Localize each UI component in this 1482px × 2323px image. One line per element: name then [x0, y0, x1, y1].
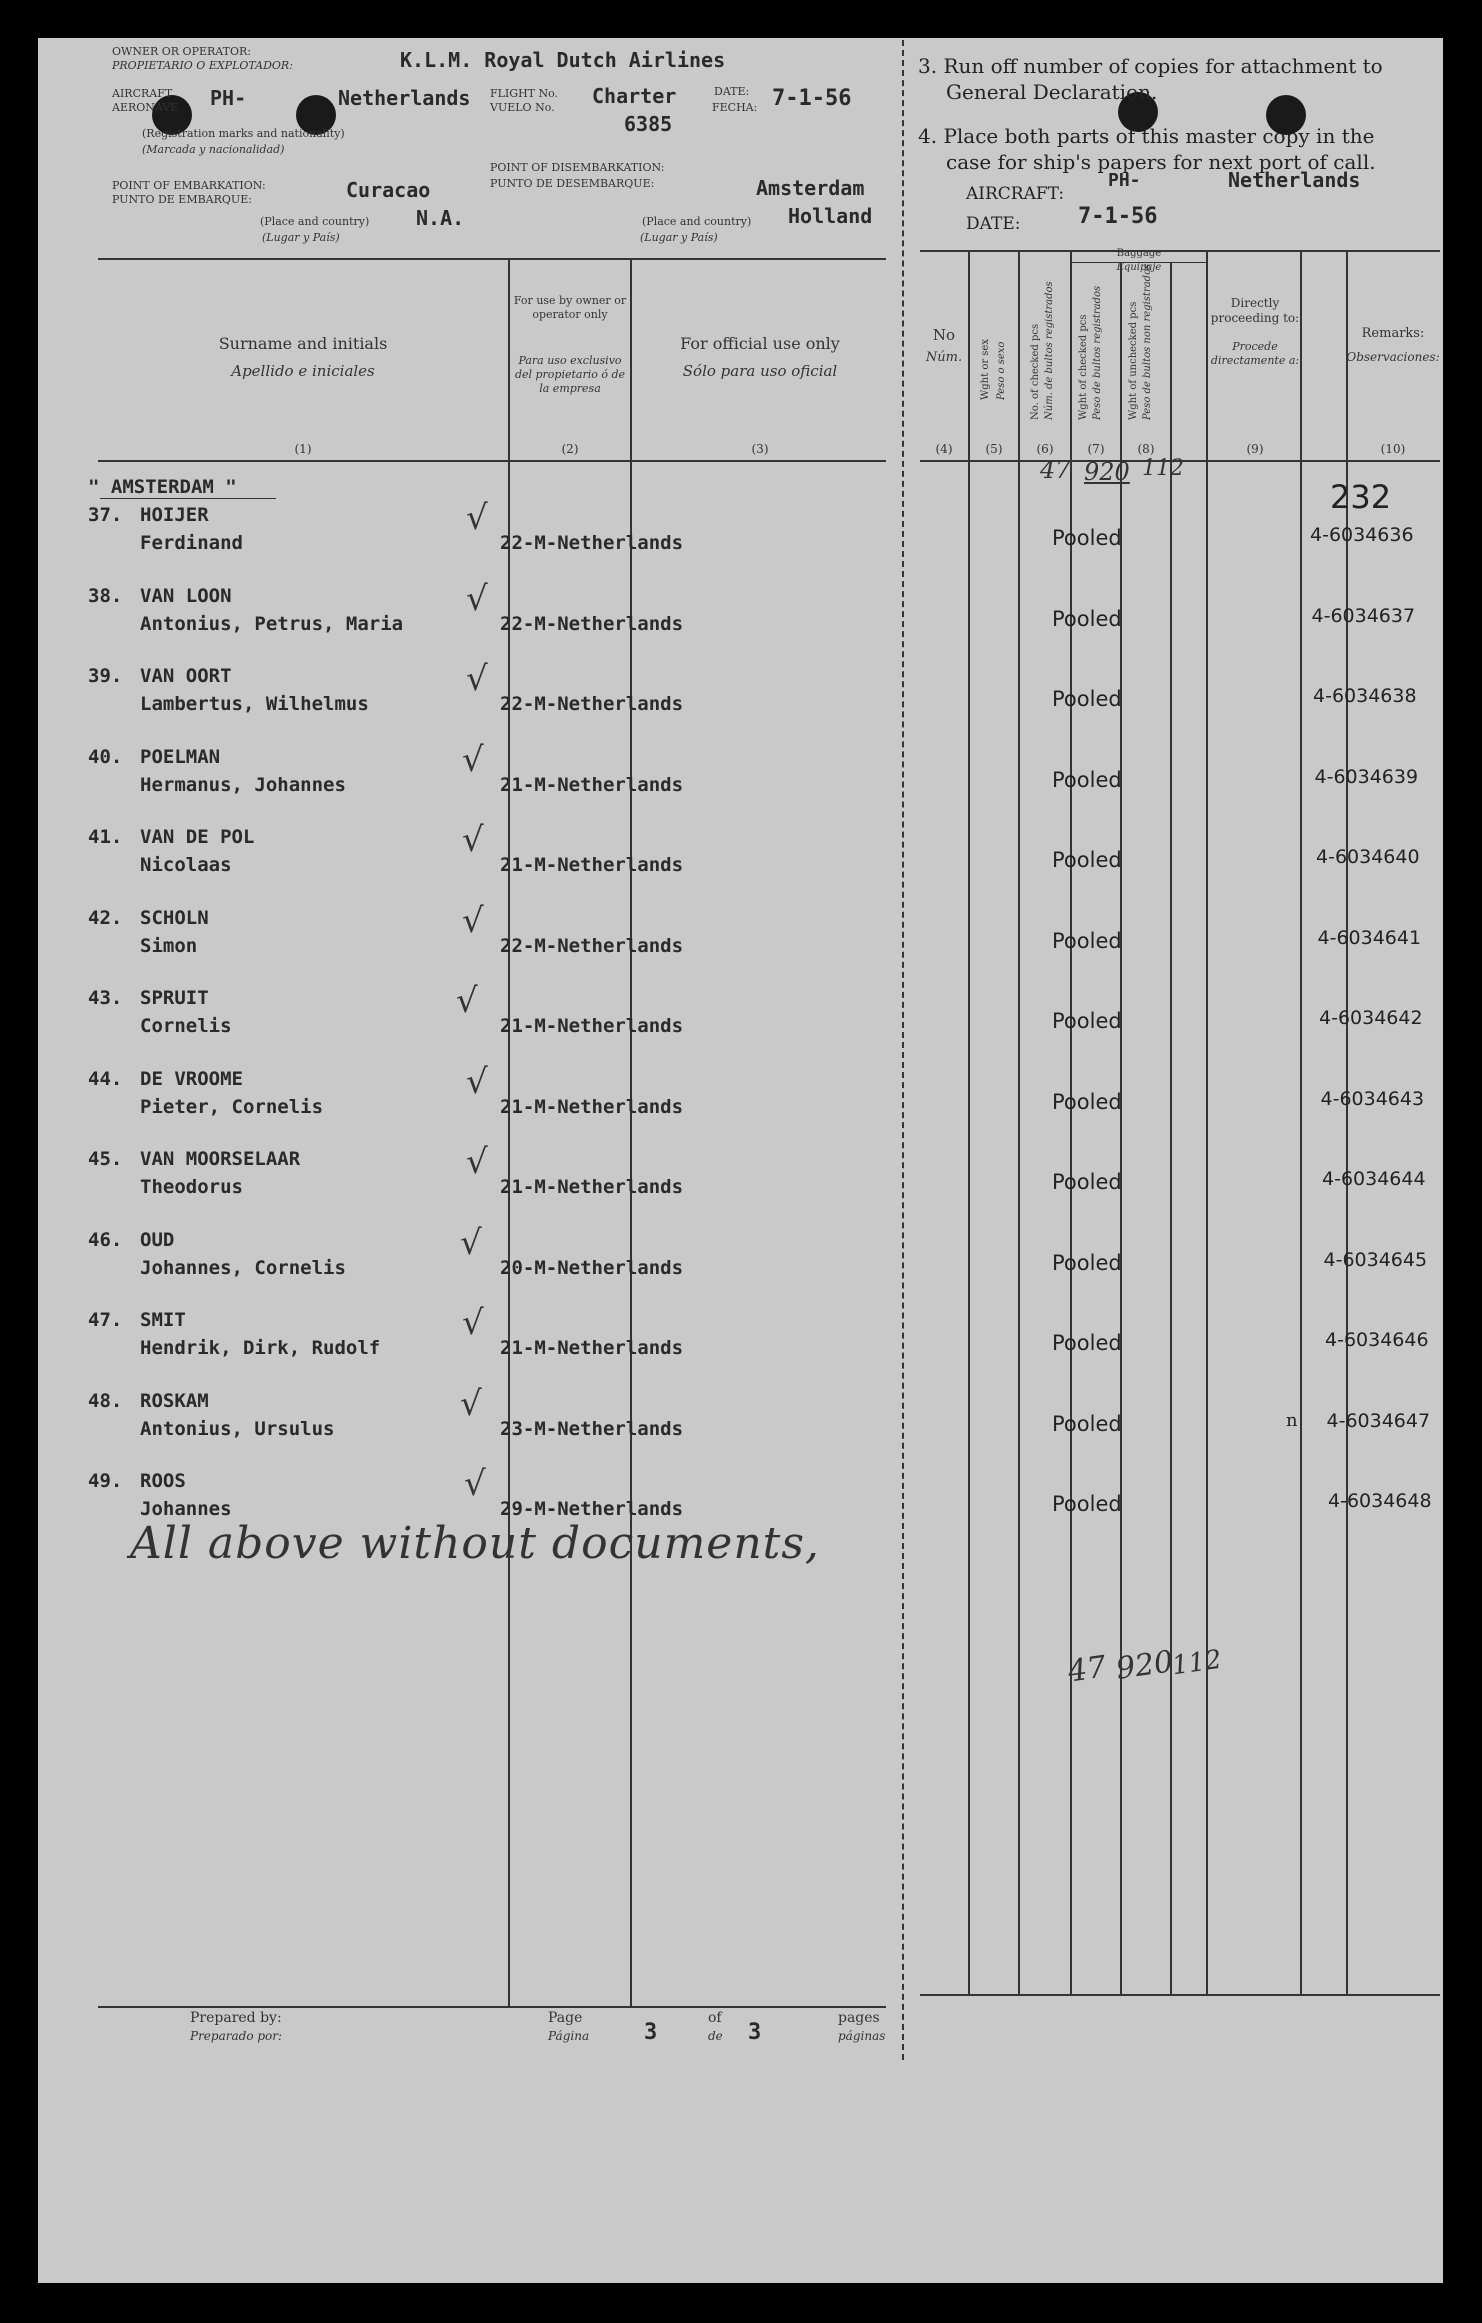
- ticket-number: 4-6034640: [1316, 846, 1420, 868]
- check-mark-icon: √: [466, 579, 488, 619]
- passenger-age-sex-nationality: 22-M-Netherlands: [500, 613, 684, 635]
- baggage-header-es: Equipaje: [1116, 262, 1162, 273]
- passenger-age-sex-nationality: 21-M-Netherlands: [500, 1176, 684, 1198]
- passenger-number: 43.: [88, 987, 123, 1009]
- baggage-status: Pooled: [1052, 768, 1122, 792]
- col2-header-es: Para uso exclusivo del propietario ó de la empresa: [514, 354, 626, 395]
- flight-number: 6385: [624, 112, 673, 136]
- disembark-note: (Place and country): [642, 215, 752, 228]
- col3-header: For official use only: [680, 334, 840, 353]
- check-mark-icon: √: [466, 659, 488, 699]
- col9-header-es: Procede directamente a:: [1210, 340, 1300, 367]
- col6-num: (6): [1036, 442, 1054, 456]
- top-total-unchecked: 112: [1142, 456, 1184, 481]
- baggage-status: Pooled: [1052, 1251, 1122, 1275]
- col2-header: For use by owner or operator only: [513, 294, 627, 321]
- col10-num: (10): [1380, 442, 1406, 456]
- col3-header-es: Sólo para uso oficial: [682, 362, 838, 380]
- ticket-number: 4-6034636: [1310, 524, 1414, 546]
- check-mark-icon: √: [466, 1062, 488, 1102]
- col9-header: Directly proceeding to:: [1210, 296, 1300, 325]
- passenger-surname: VAN OORT: [140, 665, 232, 687]
- passenger-given-names: Simon: [140, 935, 198, 957]
- instruction-4: 4. Place both parts of this master copy in the: [918, 124, 1375, 148]
- disembark-note-es: (Lugar y País): [640, 231, 718, 244]
- passenger-number: 47.: [88, 1309, 123, 1331]
- pages-label: pages: [838, 2010, 880, 2026]
- bottom-total-weight: 920: [1113, 1644, 1176, 1687]
- ticket-number: 4-6034645: [1323, 1249, 1428, 1271]
- embark-note-es: (Lugar y País): [262, 231, 340, 244]
- aircraft-label-es: AERONAVE: [112, 101, 179, 114]
- instr-date-value: 7-1-56: [1078, 204, 1158, 229]
- disembark-value-2: Holland: [788, 204, 873, 228]
- footer-rule-right: [920, 1994, 1440, 1996]
- col4-num: (4): [935, 442, 953, 456]
- top-total-remark: 232: [1330, 478, 1392, 516]
- col8-num: (8): [1137, 442, 1155, 456]
- col5-header: Wght or sex: [980, 339, 991, 400]
- baggage-status: Pooled: [1052, 526, 1122, 550]
- passenger-given-names: Hendrik, Dirk, Rudolf: [140, 1337, 381, 1359]
- date-value: 7-1-56: [772, 86, 852, 111]
- baggage-status: Pooled: [1052, 1090, 1122, 1114]
- baggage-status: Pooled: [1052, 607, 1122, 631]
- col7-num: (7): [1087, 442, 1105, 456]
- passenger-number: 40.: [88, 746, 123, 768]
- col-divider-9: [1206, 250, 1208, 1994]
- passenger-number: 42.: [88, 907, 123, 929]
- passenger-surname: VAN LOON: [140, 585, 232, 607]
- passenger-given-names: Ferdinand: [140, 532, 243, 554]
- flight-label-es: VUELO No.: [490, 101, 555, 114]
- check-mark-icon: √: [466, 498, 488, 538]
- passenger-age-sex-nationality: 21-M-Netherlands: [500, 1337, 684, 1359]
- passenger-surname: SMIT: [140, 1309, 186, 1331]
- embark-value-2: N.A.: [416, 206, 465, 230]
- disembark-label: POINT OF DISEMBARKATION:: [490, 161, 665, 174]
- passenger-number: 46.: [88, 1229, 123, 1251]
- check-mark-icon: √: [462, 740, 484, 780]
- col6-header: No. of checked pcs: [1030, 323, 1041, 420]
- aircraft-note-es: (Marcada y nacionalidad): [142, 143, 285, 156]
- ticket-number: 4-6034643: [1320, 1088, 1425, 1110]
- col3-num: (3): [751, 442, 769, 456]
- col5-num: (5): [985, 442, 1003, 456]
- instruction-4b: case for ship's papers for next port of call.: [946, 150, 1376, 174]
- passenger-age-sex-nationality: 29-M-Netherlands: [500, 1498, 684, 1520]
- passenger-number: 38.: [88, 585, 123, 607]
- passenger-given-names: Antonius, Ursulus: [140, 1418, 335, 1440]
- col-divider-3: [630, 258, 632, 2006]
- bottom-total-unchecked: 112: [1170, 1644, 1224, 1682]
- passenger-given-names: Theodorus: [140, 1176, 243, 1198]
- ticket-number: 4-6034639: [1314, 766, 1419, 788]
- date-label: DATE:: [714, 85, 750, 98]
- flight-label: FLIGHT No.: [490, 87, 559, 100]
- col1-header: Surname and initials: [218, 334, 388, 353]
- passenger-age-sex-nationality: 22-M-Netherlands: [500, 693, 684, 715]
- top-total-pieces: 47: [1040, 456, 1071, 484]
- passenger-surname: ROSKAM: [140, 1390, 209, 1412]
- check-mark-icon: √: [462, 1303, 484, 1343]
- check-mark-icon: √: [456, 981, 478, 1021]
- passenger-surname: ROOS: [140, 1470, 186, 1492]
- date-label-es: FECHA:: [712, 101, 758, 114]
- of-label: of: [708, 2010, 722, 2026]
- passenger-number: 48.: [88, 1390, 123, 1412]
- col-divider-8: [1170, 262, 1172, 1994]
- passenger-given-names: Lambertus, Wilhelmus: [140, 693, 369, 715]
- flight-value: Charter: [592, 84, 677, 108]
- col-divider-7: [1120, 262, 1122, 1994]
- baggage-status: Pooled: [1052, 929, 1122, 953]
- passenger-given-names: Johannes: [140, 1498, 232, 1520]
- check-mark-icon: √: [466, 1142, 488, 1182]
- ticket-number: 4-6034637: [1311, 605, 1416, 627]
- passenger-surname: VAN MOORSELAAR: [140, 1148, 301, 1170]
- instruction-3b: General Declaration.: [946, 80, 1158, 104]
- pages-label-es: páginas: [838, 2029, 886, 2043]
- instr-aircraft-prefix: PH-: [1108, 170, 1141, 191]
- page-value: 3: [644, 2020, 658, 2045]
- instr-aircraft-country: Netherlands: [1228, 168, 1361, 192]
- passenger-age-sex-nationality: 21-M-Netherlands: [500, 1096, 684, 1118]
- passenger-given-names: Cornelis: [140, 1015, 232, 1037]
- col4-header-es: Núm.: [925, 350, 963, 365]
- section-title: " AMSTERDAM ": [88, 476, 237, 498]
- col8-header: Wght of unchecked pcs: [1128, 301, 1139, 420]
- passenger-number: 45.: [88, 1148, 123, 1170]
- baggage-header: Baggage: [1116, 248, 1162, 259]
- passenger-surname: POELMAN: [140, 746, 221, 768]
- passenger-surname: HOIJER: [140, 504, 209, 526]
- col-divider-10: [1300, 250, 1302, 1994]
- owner-value: K.L.M. Royal Dutch Airlines: [400, 48, 726, 72]
- of-value: 3: [748, 2020, 762, 2045]
- col2-num: (2): [561, 442, 579, 456]
- col-divider-6: [1070, 250, 1072, 1994]
- baggage-status: Pooled: [1052, 848, 1122, 872]
- embark-label: POINT OF EMBARKATION:: [112, 179, 266, 192]
- baggage-status: Pooled: [1052, 1492, 1122, 1516]
- aircraft-label: AIRCRAFT: [112, 87, 173, 100]
- col8-header-es: Peso de bultos non registrados: [1142, 263, 1153, 420]
- col10-header: Remarks:: [1361, 326, 1425, 341]
- col5-header-es: Peso o sexo: [996, 341, 1007, 400]
- footer-rule-left: [98, 2006, 886, 2008]
- page-label: Page: [548, 2010, 583, 2026]
- col9-num: (9): [1246, 442, 1264, 456]
- passenger-given-names: Nicolaas: [140, 854, 232, 876]
- instruction-3: 3. Run off number of copies for attachment to: [918, 54, 1383, 78]
- ticket-number: 4-6034642: [1319, 1007, 1423, 1029]
- prepared-label: Prepared by:: [190, 2010, 282, 2026]
- header-bottom-rule-left: [98, 460, 886, 462]
- prepared-label-es: Preparado por:: [190, 2029, 283, 2043]
- disembark-value-1: Amsterdam: [756, 176, 865, 200]
- instr-date-label: DATE:: [966, 214, 1021, 234]
- passenger-given-names: Hermanus, Johannes: [140, 774, 346, 796]
- aircraft-value-country: Netherlands: [338, 86, 471, 110]
- embark-note: (Place and country): [260, 215, 370, 228]
- passenger-surname: VAN DE POL: [140, 826, 255, 848]
- embark-value-1: Curacao: [346, 178, 431, 202]
- passenger-age-sex-nationality: 22-M-Netherlands: [500, 532, 684, 554]
- top-total-weight: 920: [1084, 458, 1130, 486]
- passenger-number: 44.: [88, 1068, 123, 1090]
- passenger-number: 41.: [88, 826, 123, 848]
- ticket-number: 4-6034638: [1313, 685, 1417, 707]
- ticket-number: 4-6034641: [1317, 927, 1422, 949]
- check-mark-icon: √: [462, 901, 484, 941]
- bottom-total-pieces: 47: [1065, 1649, 1109, 1690]
- check-mark-icon: √: [460, 1384, 482, 1424]
- ticket-number: 4-6034644: [1322, 1168, 1426, 1190]
- passenger-number: 49.: [88, 1470, 123, 1492]
- header-top-rule-left: [98, 258, 886, 260]
- col-divider-5: [1018, 250, 1020, 1994]
- passenger-given-names: Pieter, Cornelis: [140, 1096, 324, 1118]
- instr-aircraft-label: AIRCRAFT:: [966, 184, 1065, 204]
- col4-header: No: [932, 326, 956, 344]
- check-mark-icon: √: [464, 1464, 486, 1504]
- passenger-surname: SPRUIT: [140, 987, 209, 1009]
- handwritten-note: All above without documents,: [130, 1518, 820, 1569]
- col7-header: Wght of checked pcs: [1078, 314, 1089, 420]
- baggage-status: Pooled: [1052, 1170, 1122, 1194]
- embark-label-es: PUNTO DE EMBARQUE:: [112, 193, 252, 206]
- check-mark-icon: √: [462, 820, 484, 860]
- col1-num: (1): [294, 442, 312, 456]
- passenger-age-sex-nationality: 21-M-Netherlands: [500, 1015, 684, 1037]
- ticket-number: 4-6034647: [1326, 1410, 1431, 1432]
- col7-header-es: Peso de bultos registrados: [1092, 285, 1103, 420]
- check-mark-icon: √: [460, 1223, 482, 1263]
- page-label-es: Página: [548, 2029, 590, 2043]
- col1-header-es: Apellido e iniciales: [231, 362, 375, 380]
- baggage-status: Pooled: [1052, 687, 1122, 711]
- ticket-number: 4-6034646: [1325, 1329, 1429, 1351]
- passenger-number: 39.: [88, 665, 123, 687]
- passenger-number: 37.: [88, 504, 123, 526]
- passenger-age-sex-nationality: 21-M-Netherlands: [500, 774, 684, 796]
- section-title-underline: [100, 498, 276, 499]
- ticket-number: 4-6034648: [1328, 1490, 1432, 1512]
- of-label-es: de: [708, 2029, 723, 2043]
- passenger-age-sex-nationality: 22-M-Netherlands: [500, 935, 684, 957]
- aircraft-value-prefix: PH-: [210, 86, 247, 110]
- passenger-surname: DE VROOME: [140, 1068, 243, 1090]
- passenger-surname: OUD: [140, 1229, 175, 1251]
- col6-header-es: Núm. de bultos registrados: [1044, 281, 1055, 420]
- passenger-age-sex-nationality: 21-M-Netherlands: [500, 854, 684, 876]
- passenger-given-names: Antonius, Petrus, Maria: [140, 613, 404, 635]
- owner-label-es: PROPIETARIO O EXPLOTADOR:: [112, 59, 293, 72]
- col10-header-es: Observaciones:: [1346, 350, 1440, 364]
- passenger-given-names: Johannes, Cornelis: [140, 1257, 346, 1279]
- passenger-surname: SCHOLN: [140, 907, 209, 929]
- passenger-age-sex-nationality: 20-M-Netherlands: [500, 1257, 684, 1279]
- baggage-status: Pooled: [1052, 1412, 1122, 1436]
- baggage-status: Pooled: [1052, 1331, 1122, 1355]
- col-divider-4: [968, 250, 970, 1994]
- baggage-status: Pooled: [1052, 1009, 1122, 1033]
- page-separator: [902, 40, 904, 2060]
- passenger-age-sex-nationality: 23-M-Netherlands: [500, 1418, 684, 1440]
- stray-mark: n: [1286, 1410, 1298, 1431]
- owner-label: OWNER OR OPERATOR:: [112, 45, 251, 58]
- col-divider-2: [508, 258, 510, 2006]
- aircraft-note: (Registration marks and nationality): [142, 127, 345, 140]
- disembark-label-es: PUNTO DE DESEMBARQUE:: [490, 177, 655, 190]
